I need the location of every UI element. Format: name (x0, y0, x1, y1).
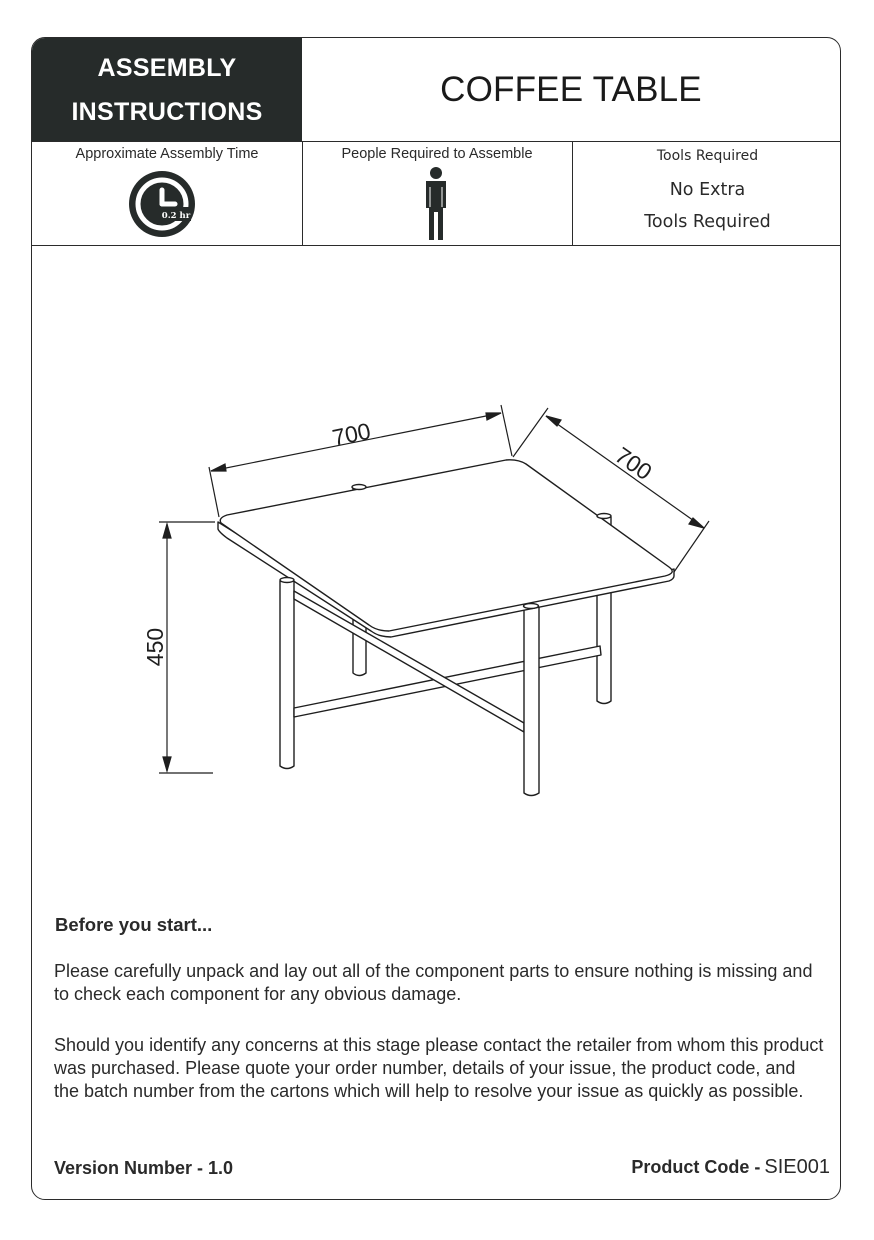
assembly-time-label: Approximate Assembly Time (75, 146, 259, 162)
assembly-time-value: 0.2 hr (161, 211, 191, 221)
front-right-leg (524, 607, 539, 796)
width-extension-right (501, 405, 512, 456)
tools-required-label: Tools Required (656, 148, 759, 164)
instruction-sheet (31, 37, 841, 1200)
depth-extension-bottom (674, 521, 709, 572)
front-right-leg-top (524, 604, 539, 609)
people-required-label: People Required to Assemble (341, 146, 533, 162)
height-dimension-label: 450 (142, 627, 168, 667)
tools-line-1: No Extra (669, 180, 746, 200)
contact-retailer-instructions: Should you identify any concerns at this stage please contact the retailer from whom this product was purchased. Please quote your order number, details of your issue, the product code, and the batch number from the cartons which will help to resolve your issue as quickly as possible. (54, 1035, 824, 1101)
product-code-label: Product Code - (631, 1157, 761, 1177)
tools-line-2: Tools Required (644, 212, 771, 232)
before-you-start-heading: Before you start... (55, 914, 213, 935)
width-arrow-right (486, 413, 501, 420)
height-arrow-bottom (163, 757, 171, 771)
height-arrow-top (163, 524, 171, 538)
front-left-leg-top (280, 578, 294, 583)
front-left-leg (280, 581, 294, 769)
back-left-leg-top (352, 485, 366, 490)
width-extension-left (209, 467, 219, 517)
badge-line-1: ASSEMBLY (97, 53, 237, 82)
unpack-instructions: Please carefully unpack and lay out all of the component parts to ensure nothing is missing and to check each component for any obvious damage. (54, 961, 813, 1004)
badge-line-2: INSTRUCTIONS (71, 97, 263, 126)
depth-extension-top (513, 408, 548, 457)
back-right-leg-top (597, 514, 611, 519)
product-code-value: SIE001 (764, 1156, 830, 1178)
product-title: COFFEE TABLE (440, 69, 702, 109)
product-code (631, 1156, 830, 1179)
width-dimension-label: 700 (330, 417, 373, 451)
version-number: Version Number - 1.0 (54, 1158, 234, 1178)
width-arrow-left (211, 464, 226, 471)
depth-dimension-label: 700 (610, 441, 657, 486)
coffee-table-drawing (32, 38, 841, 898)
